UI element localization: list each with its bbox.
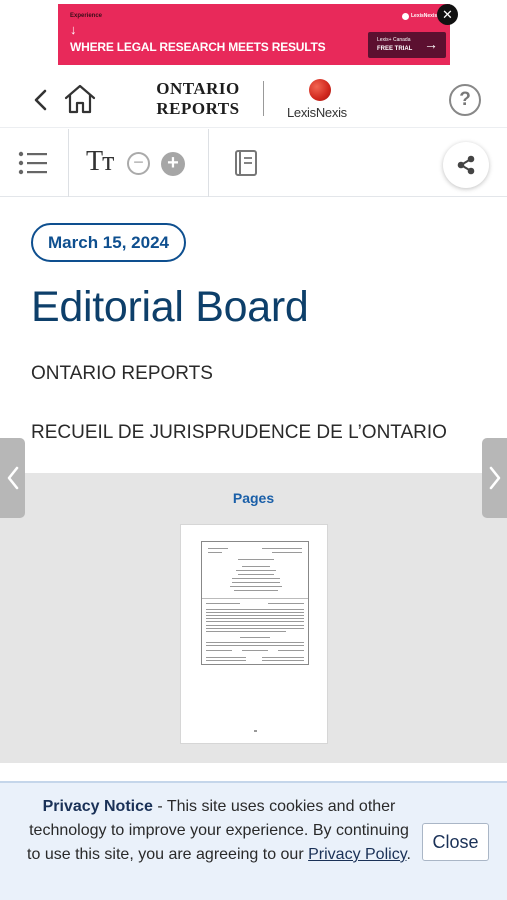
page-number-mark — [254, 730, 257, 732]
privacy-policy-link[interactable]: Privacy Policy — [308, 846, 407, 863]
lexisnexis-logo-icon — [309, 79, 331, 101]
ad-logo-icon — [402, 13, 409, 20]
ad-logo — [402, 11, 438, 21]
ad-logo-text: LexisNexis — [411, 13, 438, 19]
pages-heading: Pages — [232, 490, 275, 506]
ad-down-arrow-icon: ↓ — [70, 22, 77, 37]
publication-name: ONTARIO REPORTS — [31, 363, 213, 384]
book-icon — [233, 148, 259, 178]
lexisnexis-logo — [283, 78, 355, 120]
privacy-close-button[interactable]: Close — [422, 823, 489, 861]
privacy-notice-title: Privacy Notice — [42, 798, 153, 815]
text-size-icon: Tт — [86, 146, 114, 177]
decrease-text-size-button[interactable]: − — [127, 152, 150, 175]
brand-line2: REPORTS — [156, 99, 240, 118]
page-thumbnail-content — [201, 541, 309, 665]
ad-free-trial-button[interactable] — [368, 32, 446, 58]
privacy-notice-body: - This site uses cookies and other technology to improve your experience. By continuing to use this site, you are agreeing to our — [27, 798, 409, 863]
privacy-notice-banner — [0, 781, 507, 900]
pages-panel — [0, 473, 507, 763]
app-header — [0, 70, 507, 128]
ad-banner[interactable] — [58, 4, 450, 65]
ontario-reports-logo[interactable] — [148, 79, 248, 119]
back-button[interactable] — [28, 86, 54, 114]
arrow-right-icon: → — [424, 36, 438, 52]
ad-small-text: Experience — [70, 13, 103, 19]
lexisnexis-logo-text: LexisNexis — [287, 105, 347, 120]
toolbar-divider — [68, 129, 69, 197]
publication-name-french: RECUEIL DE JURISPRUDENCE DE L’ONTARIO — [31, 422, 447, 443]
home-button[interactable] — [62, 82, 98, 116]
reader-view-button[interactable] — [233, 148, 259, 178]
ad-cta-line1: Lexis+ Canada — [377, 37, 411, 43]
home-icon — [62, 82, 98, 116]
list-icon — [18, 149, 50, 177]
help-button[interactable]: ? — [449, 84, 481, 116]
privacy-notice-end: . — [406, 846, 411, 863]
chevron-right-icon — [487, 464, 503, 492]
brand-line1: ONTARIO — [156, 79, 240, 98]
reader-toolbar — [0, 129, 507, 197]
share-icon — [455, 154, 477, 176]
header-divider — [263, 81, 264, 116]
chevron-left-icon — [28, 86, 54, 114]
ad-cta-line2: FREE TRIAL — [377, 46, 413, 52]
page-thumbnail[interactable] — [180, 524, 328, 744]
share-button[interactable] — [443, 142, 489, 188]
chevron-left-icon — [5, 464, 21, 492]
page-title: Editorial Board — [31, 283, 309, 331]
previous-page-button[interactable] — [0, 438, 25, 518]
increase-text-size-button[interactable]: + — [161, 152, 185, 176]
ad-close-button[interactable]: ✕ — [437, 4, 458, 25]
privacy-notice-text — [22, 795, 416, 867]
table-of-contents-button[interactable] — [18, 149, 50, 177]
toolbar-divider — [208, 129, 209, 197]
date-badge: March 15, 2024 — [31, 223, 186, 262]
ad-headline: WHERE LEGAL RESEARCH MEETS RESULTS — [70, 40, 326, 54]
next-page-button[interactable] — [482, 438, 507, 518]
